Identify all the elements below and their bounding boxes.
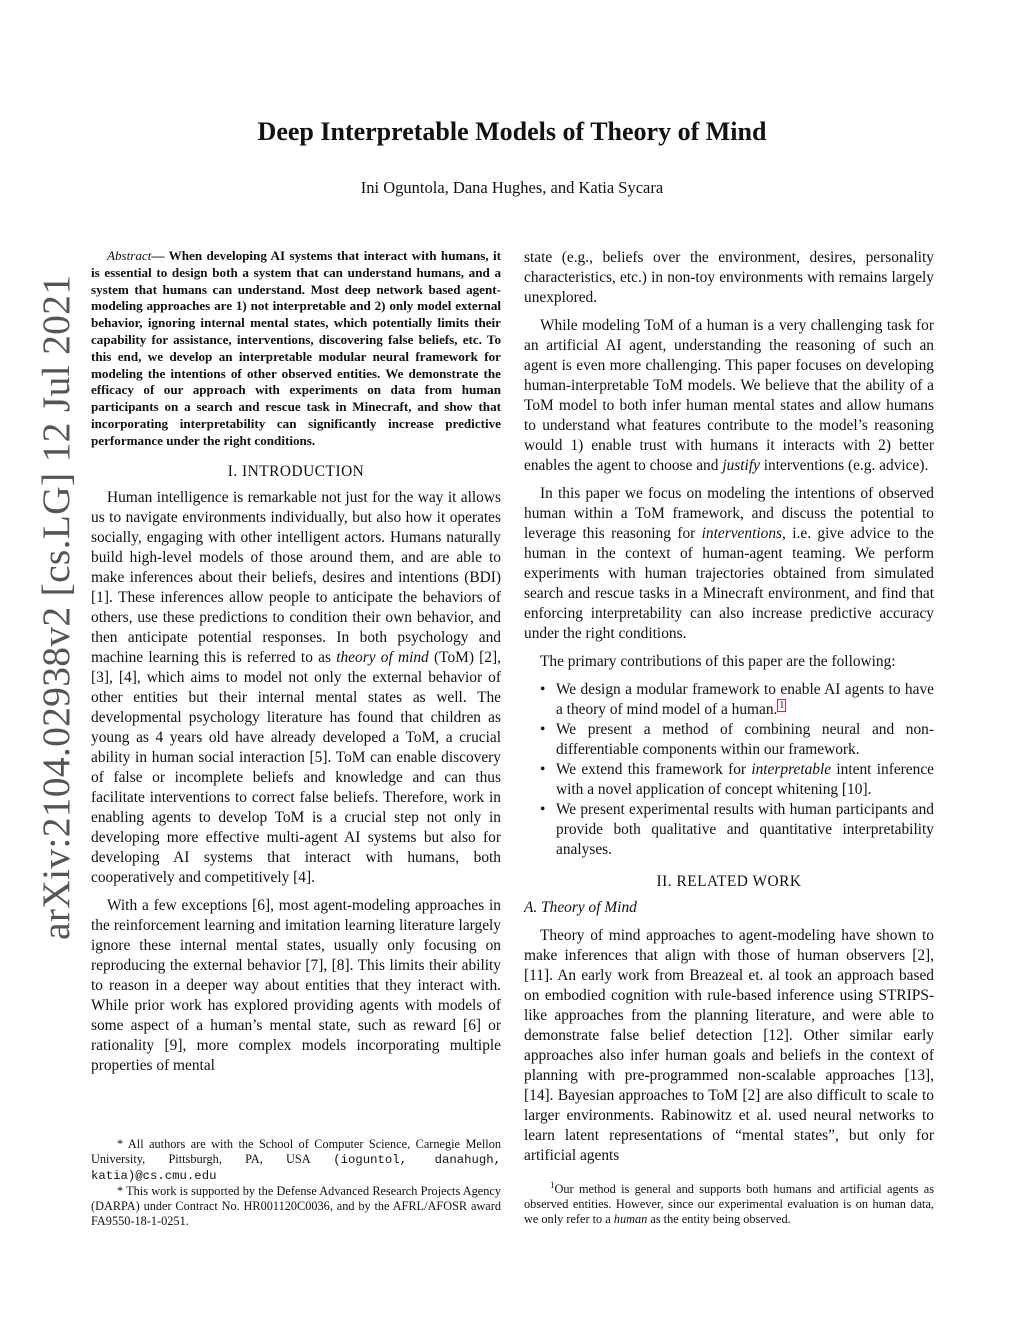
intro-p1-text-a: Human intelligence is remarkable not just for the way it allows us to navigate environments individually, but also how it operates socially, engaging with other intelligent actors. Humans naturally build high-level models of those around them, and are able to make inferences about their beliefs, desires and intentions (BDI) [1]. These inferences allow people to anticipate the behaviors of others, use these predictions to condition their own behavior, and then anticipate potential responses. In both psychology and machine learning this is referred to as <box>91 488 501 666</box>
footnote-1-emphasis: human <box>613 1212 648 1226</box>
abstract-label: Abstract <box>107 248 152 263</box>
author-emails: (ioguntol, danahugh, katia)@cs.cmu.edu <box>91 1153 501 1183</box>
intro-p3-emphasis: justify <box>722 457 760 474</box>
intro-p1-text-b: (ToM) [2], [3], [4], which aims to model not only the external behavior of other entities but their internal mental states as well. The developmental psychology literature has found that children as young as 4 years old have already developed a ToM, a crucial ability in human social interaction [5]. ToM can enable discovery of false or incomplete beliefs and knowledge and can thus facilitate interventions to correct false beliefs. Therefore, work in enabling agents to develop ToM is a crucial step not only in developing more effective multi-agent AI systems but also for developing AI systems that interact with humans, both cooperatively and competitively [4]. <box>91 648 501 886</box>
section-heading-related-work: II. RELATED WORK <box>656 873 802 890</box>
contribution-item: • We present experimental results with human participants and provide both qualitative and quantitative interpretability analyses. <box>556 800 934 860</box>
footnote-1 <box>524 1179 934 1227</box>
contribution-3-text-a: We extend this framework for <box>556 761 752 778</box>
authors-affiliation-footnote <box>91 1137 501 1184</box>
contribution-3-text-b: intent inference with a novel application of concept whitening [10]. <box>556 761 934 798</box>
funding-footnote: * This work is supported by the Defense Advanced Research Projects Agency (DARPA) under Contract No. HR001120C0036, and by the AFRL/AFOSR award FA9550-18-1-0251. <box>91 1184 501 1228</box>
contribution-item <box>556 760 934 800</box>
footnote-1-marker: 1 <box>550 1179 555 1190</box>
intro-paragraph-5: The primary contributions of this paper are the following: <box>540 653 896 670</box>
contribution-item: • We present a method of combining neural and non-differentiable components within our framework. <box>556 720 934 760</box>
affiliation-text: * All authors are with the School of Computer Science, Carnegie Mellon University, Pittsburgh, PA, USA <box>91 1137 501 1166</box>
contribution-1-text: We design a modular framework to enable AI agents to have a theory of mind model of a human. <box>556 681 934 718</box>
abstract-dash: — <box>151 248 165 263</box>
intro-paragraph-4 <box>524 484 934 644</box>
intro-paragraph-1 <box>91 488 501 888</box>
intro-p3-text-a: While modeling ToM of a human is a very challenging task for an artificial AI agent, understanding the reasoning of such an agent is even more challenging. This paper focuses on developing human-interpretable ToM models. We believe that the ability of a ToM model to both infer human mental states and allow humans to understand what features contribute to the model’s reasoning would 1) enable trust with humans it interacts with 2) better enables the agent to choose and <box>524 317 934 474</box>
intro-paragraph-2-continued: state (e.g., beliefs over the environment, desires, personality characteristics, etc.) in non-toy environments with remains largely unexplored. <box>524 249 934 306</box>
footnote-1-text-a: Our method is general and supports both humans and artificial agents as observed entities. However, since our experimental evaluation is on human data, we only refer to a <box>524 1182 934 1226</box>
left-column <box>91 248 501 1084</box>
right-column <box>524 248 934 1174</box>
abstract <box>91 248 501 450</box>
intro-p3-text-b: interventions (e.g. advice). <box>759 457 929 474</box>
section-heading-introduction: I. INTRODUCTION <box>227 462 365 480</box>
footnote-link-1[interactable]: 1 <box>779 699 785 711</box>
author-list: Ini Oguntola, Dana Hughes, and Katia Sycara <box>360 178 664 197</box>
footnote-1-text-b: as the entity being observed. <box>647 1212 791 1226</box>
intro-p4-text-b: , i.e. give advice to the human in the context of human-agent teaming. We perform experiments with human trajectories obtained from simulated search and rescue tasks in a Minecraft environment, and find that enforcing interpretability can also increase predictive accuracy under the right conditions. <box>524 525 934 642</box>
contribution-item <box>556 680 934 720</box>
intro-paragraph-2: With a few exceptions [6], most agent-modeling approaches in the reinforcement learning and imitation learning literature largely ignore these internal mental states, usually only focusing on reproducing the external behavior [7], [8]. This limits their ability to reason in a deeper way about entities that they interact with. While prior work has explored providing agents with models of some aspect of a human’s mental state, such as reward [6] or rationality [9], more complex models incorporating multiple properties of mental <box>91 896 501 1074</box>
paper-title: Deep Interpretable Models of Theory of Mind <box>257 117 767 146</box>
intro-p1-emphasis: theory of mind <box>336 648 429 666</box>
author-footnotes <box>91 1137 501 1229</box>
method-footnote <box>524 1179 934 1227</box>
abstract-text: When developing AI systems that interact with humans, it is essential to design both a system that can understand humans, and a system that humans can understand. Most deep network based agent-modeling approaches are 1) not interpretable and 2) only model external behavior, ignoring internal mental states, which potentially limits their capability for assistance, interventions, discovering false beliefs, etc. To this end, we develop an interpretable modular neural framework for modeling the intentions of other observed entities. We demonstrate the efficacy of our approach with experiments on data from human participants on a search and rescue task in Minecraft, and show that incorporating interpretability can significantly increase predictive performance under the right conditions. <box>91 248 501 448</box>
subsection-heading-theory-of-mind: A. Theory of Mind <box>524 899 637 916</box>
intro-paragraph-3 <box>524 316 934 476</box>
intro-p4-text-a: In this paper we focus on modeling the intentions of observed human within a ToM framework, and discuss the potential to leverage this reasoning for <box>524 485 934 542</box>
arxiv-identifier: arXiv:2104.02938v2 [cs.LG] 12 Jul 2021 <box>34 274 78 940</box>
intro-p4-emphasis: interventions <box>701 525 783 542</box>
related-paragraph-1: Theory of mind approaches to agent-modeling have shown to make inferences that align with those of human observers [2], [11]. An early work from Breazeal et. al took an approach based on embodied cognition with rule-based inference using STRIPS-like approaches from the planning literature, and were able to demonstrate false belief detection [12]. Other similar early approaches also infer human goals and beliefs in the context of planning with pre-programmed non-scalable approaches [13], [14]. Bayesian approaches to ToM [2] are also difficult to scale to larger environments. Rabinowitz et al. used neural networks to learn latent representations of “mental states”, but only for artificial agents <box>524 927 934 1164</box>
contributions-list <box>524 680 934 860</box>
contribution-3-emphasis: interpretable <box>751 761 832 778</box>
